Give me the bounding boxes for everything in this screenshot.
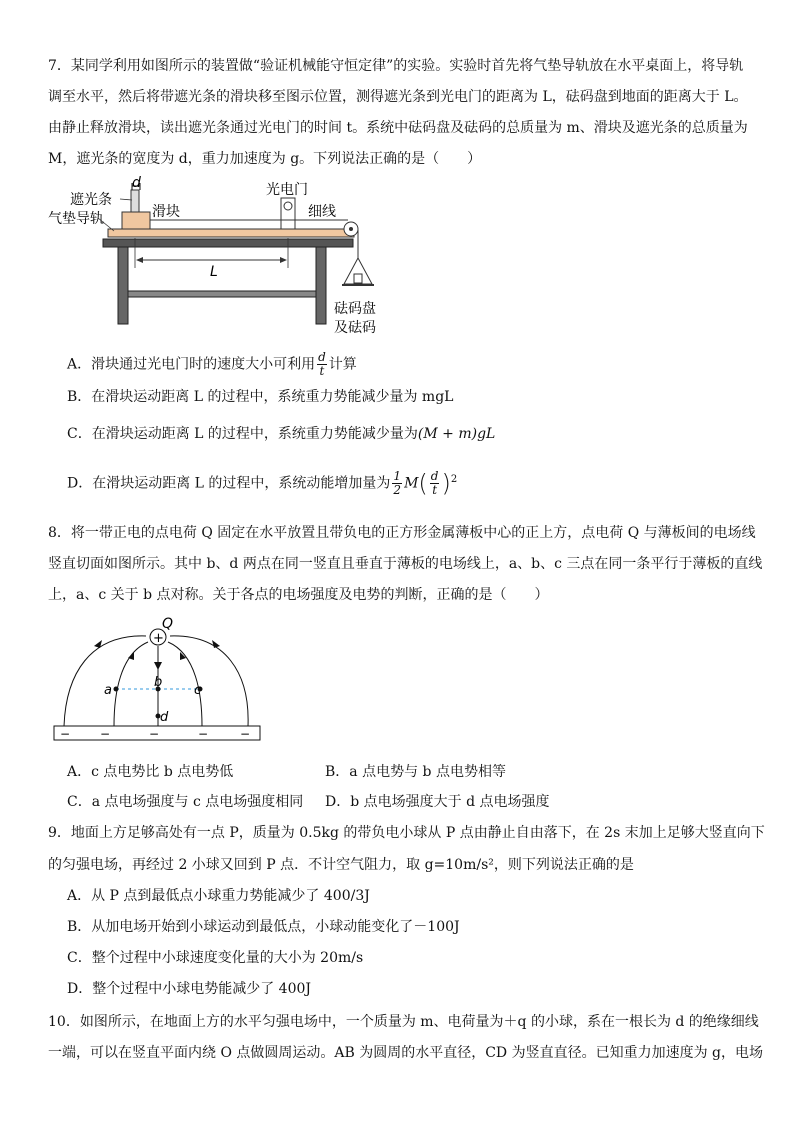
q7-option-d[interactable]: D．在滑块运动距离 L 的过程中，系统动能增加量为 $\frac{1}{2}$ M( $\frac{d}{t}$ )$^2$ [67, 469, 458, 498]
point-a [114, 687, 119, 692]
label-air-track: 气垫导轨 [48, 211, 104, 227]
q7-option-a-suffix: 计算 [328, 356, 357, 373]
table-leg-right [316, 247, 326, 324]
q7-line-3: 由静止释放滑块，读出遮光条通过光电门的时间 t。系统中砝码盘及砝码的总质量为 m、滑块及遮光条的总质量为 [48, 120, 748, 136]
q10-line-1: 10．如图所示，在地面上方的水平匀强电场中，一个质量为 m、电荷量为＋q 的小球，系在一根长为 d 的绝缘细线 [48, 1014, 759, 1030]
slider-block [122, 212, 150, 229]
q9-line-1: 9．地面上方足够高处有一点 P，质量为 0.5kg 的带负电小球从 P 点由静止自由落下，在 2s 末加上足够大竖直向下 [48, 825, 765, 841]
q8-line-3: 上，a、c 关于 b 点对称。关于各点的电场强度及电势的判断，正确的是（ ） [48, 587, 549, 603]
q8-field-figure [50, 614, 266, 744]
minus-sign: − [198, 727, 209, 741]
minus-sign: − [240, 727, 251, 741]
q9-line-2: 的匀强电场，再经过 2 小球又回到 P 点．不计空气阻力，取 g=10m/s²，则下列说法正确的是 [48, 857, 634, 873]
fraction-denominator: t [432, 483, 438, 498]
label-photogate: 光电门 [266, 182, 308, 198]
field-line-outer-left [64, 636, 146, 726]
q8-option-b[interactable]: B．a 点电势与 b 点电势相等 [325, 764, 506, 780]
label-c: c [194, 683, 202, 698]
fraction-one-half [392, 470, 402, 497]
label-L: L [210, 264, 218, 280]
label-weight-pan-2: 及砝码 [334, 320, 376, 336]
label-slider: 滑块 [152, 204, 180, 220]
q7-option-a-text: A．滑块通过光电门时的速度大小可利用 [67, 356, 316, 373]
mass-symbol: M [404, 475, 419, 492]
field-line-inner-left [114, 642, 148, 726]
minus-sign: − [149, 727, 160, 741]
label-d: d [160, 710, 169, 725]
fraction-numerator: 1 [393, 469, 402, 484]
q7-option-d-text: D．在滑块运动距离 L 的过程中，系统动能增加量为 [67, 475, 391, 492]
q8-line-1: 8．将一带正电的点电荷 Q 固定在水平放置且带负电的正方形金属薄板中心的正上方，点电荷 Q 与薄板间的电场线 [48, 525, 756, 541]
label-d: d [132, 176, 141, 191]
fraction-denominator: t [319, 364, 325, 378]
q7-line-1: 7．某同学利用如图所示的装置做“验证机械能守恒定律”的实验。实验时首先将气垫导轨放在水平桌面上，将导轨 [48, 58, 744, 74]
q7-line-4: M，遮光条的宽度为 d，重力加速度为 g。下列说法正确的是（ ） [48, 151, 482, 167]
label-a: a [104, 683, 112, 698]
fraction-numerator: d [318, 350, 326, 364]
table-top [103, 239, 353, 247]
q7-option-c-formula: (M + m)gL [417, 426, 496, 442]
fraction-d-over-t [430, 470, 440, 497]
minus-sign: − [100, 727, 111, 741]
label-Q: Q [162, 616, 174, 632]
fraction-denominator: 2 [393, 483, 402, 498]
q7-option-c[interactable] [67, 424, 495, 444]
weights [354, 274, 362, 283]
shading-strip [131, 190, 139, 212]
q9-option-a[interactable]: A．从 P 点到最低点小球重力势能减少了 400/3J [67, 888, 370, 904]
minus-sign: − [60, 727, 71, 741]
label-b: b [154, 675, 163, 690]
exponent: 2 [450, 474, 458, 485]
q7-apparatus-figure [48, 176, 378, 336]
q8-option-a[interactable]: A．c 点电势比 b 点电势低 [67, 764, 234, 780]
q8-line-2: 竖直切面如图所示。其中 b、d 两点在同一竖直且垂直于薄板的电场线上，a、b、c 三点在同一条平行于薄板的直线 [48, 556, 763, 572]
fraction-numerator: d [430, 469, 439, 484]
table-crossbar [128, 291, 316, 297]
q9-option-b[interactable]: B．从加电场开始到小球运动到最低点，小球动能变化了－100J [67, 919, 460, 935]
q8-option-d[interactable]: D．b 点电场强度大于 d 点电场强度 [325, 794, 550, 810]
plus-sign: + [153, 631, 164, 646]
label-string: 细线 [308, 204, 336, 220]
table-leg-left [118, 247, 128, 324]
field-line-outer-right [170, 636, 248, 726]
air-track [108, 229, 354, 237]
q7-line-2: 调至水平，然后将带遮光条的滑块移至图示位置，测得遮光条到光电门的距离为 L，砝码盘到地面的距离大于 L。 [48, 89, 748, 105]
q10-line-2: 一端，可以在竖直平面内绕 O 点做圆周运动。AB 为圆周的水平直径，CD 为竖直直径。已知重力加速度为 g，电场 [48, 1045, 764, 1061]
q9-option-c[interactable]: C．整个过程中小球速度变化量的大小为 20m/s [67, 950, 364, 966]
label-weight-pan-1: 砝码盘 [334, 301, 376, 317]
q8-option-c[interactable]: C．a 点电场强度与 c 点电场强度相同 [67, 794, 304, 810]
q9-option-d[interactable]: D．整个过程中小球电势能减少了 400J [67, 981, 312, 997]
q7-option-b[interactable]: B．在滑块运动距离 L 的过程中，系统重力势能减少量为 mgL [67, 389, 454, 405]
label-shading-strip: 遮光条 [70, 192, 112, 208]
q7-option-a[interactable] [67, 351, 357, 378]
fraction-d-over-t [317, 351, 327, 378]
q7-option-c-text: C．在滑块运动距离 L 的过程中，系统重力势能减少量为 [67, 426, 418, 442]
